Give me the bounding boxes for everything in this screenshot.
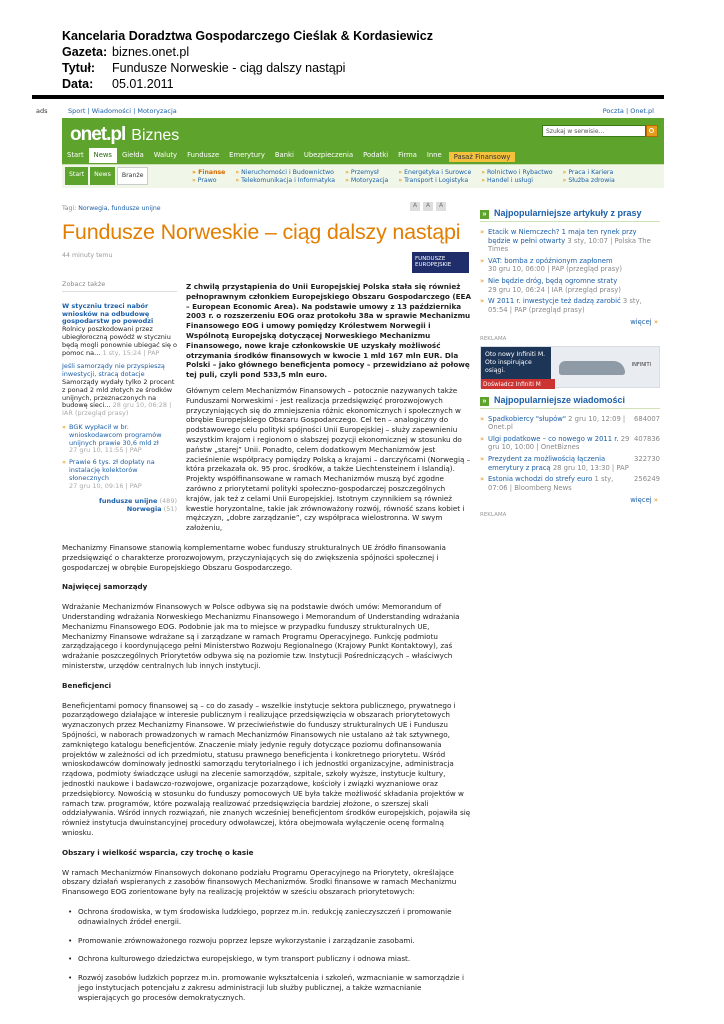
related-sidebar — [62, 281, 177, 514]
tab-pasaz[interactable]: Pasaż Finansowy — [449, 152, 516, 162]
cat-rolnictwo[interactable]: » Rolnictwo i Rybactwo — [481, 169, 552, 176]
data-value: 05.01.2011 — [112, 77, 174, 91]
cat-zdrowie[interactable]: » Służba zdrowia — [563, 177, 615, 184]
news-3-meta: 28 gru 10, 13:30 | PAP — [552, 463, 629, 472]
font-size-small-icon[interactable]: A — [410, 202, 420, 211]
priority-list — [62, 907, 472, 1003]
related-3-meta: 27 gru 10, 11:55 | PAP — [69, 446, 142, 455]
news-2-title[interactable]: Ulgi podatkowe – co nowego w 2011 r. — [488, 434, 619, 443]
press-4-meta: 3 sty, 05:54 | PAP (przegląd prasy) — [488, 297, 642, 314]
tab-news[interactable]: News — [89, 148, 117, 163]
news-1-count: 684007 — [634, 414, 660, 423]
article-paragraph-4: Beneficjentami pomocy finansowej są – co do zasady – wszelkie instytucje sektora publicznego, prywatnego i pozarządowego działające w interesie publicznym i realizujące przedsięwzięcia w obszarach priorytetowych wyznaczonych przez Mechanizmy Finansowe. W przeciwieństwie do funduszy strukturalnych UE i Funduszu Spójności, w naborach prowadzonych w ramach Mechanizmów Finansowych nie ustalano aż tak sztywnego, zamkniętego katalogu beneficjentów. Znaczenie miały jedynie reguły dotyczące poziomu dofinansowania projektów w zależności od ich przedmiotu, statusu prawnego beneficjenta i konkretnego priorytetu. Wśród wnioskodawców dominowały jednostki samorządu terytorialnego i ich jednostki organizacyjne, administracja rządowa, podmioty świadczące usługi na zlecenie samorządów, szpitale, szkoły wyższe, instytucje kultury, jednostki naukowe i badawczo-rozwojowe, organizacje pozarządowe, kościoły i związki wyznaniowe oraz przedsiębiorcy. Nowością w stosunku do funduszy pomocowych UE była także możliwość składania projektów w ramach tzw. programów, które pozwalają realizować przedsięwzięcia bardziej złożone, o szerszej skali oddziaływania. Wśród innych rozwiązań, nie znanych wcześniej beneficjentom środków europejskich, pojawiła się również instytucja dwuinstancyjnej procedury odwoławczej, która obejmowała wyłączenie ocenę formalną wniosku. — [62, 700, 471, 837]
divider-bar — [32, 95, 664, 99]
fundusze-europejskie-logo: FUNDUSZE EUROPEJSKIE — [412, 252, 469, 273]
cat-telekomunikacja[interactable]: » Telekomunikacja i Informatyka — [235, 177, 335, 184]
cat-handel[interactable]: » Handel i usługi — [481, 177, 552, 184]
press-1-meta: 3 sty, 10:07 | Polska The Times — [488, 236, 651, 254]
popular-press-heading: » Najpopularniejsze artykuły z prasy — [480, 209, 660, 222]
news-4-title[interactable]: Estonia wchodzi do strefy euro — [488, 475, 593, 484]
tytul-value: Fundusze Norweskie - ciąg dalszy nastąpi — [112, 61, 346, 75]
list-item: • Promowanie zrównoważonego rozwoju poprzez lepsze wykorzystanie i zarządzanie zasobami. — [62, 936, 472, 946]
gazeta-key: Gazeta: — [62, 45, 108, 59]
font-size-tools — [410, 202, 446, 211]
ad-label: REKLAMA — [480, 511, 507, 518]
popular-news-heading: » Najpopularniejsze wiadomości — [480, 396, 660, 409]
related-2-text: Samorządy wydały tylko 2 procent z ponad 2 mld złotych ze środków unijnych, przeznaczonych na budowę sieci... — [62, 377, 175, 410]
list-item[interactable] — [480, 257, 660, 274]
cat-przemysl[interactable]: » Przemysł — [345, 169, 388, 176]
onet-logo[interactable] — [70, 124, 179, 146]
related-2-meta: 28 gru 10, 06:28 | IAR (przegląd prasy) — [62, 401, 172, 418]
car-image — [559, 361, 625, 375]
tab-fundusze[interactable]: Fundusze — [187, 151, 220, 159]
list-item[interactable] — [62, 459, 177, 490]
section-name: Biznes — [131, 127, 180, 144]
cat-praca[interactable]: » Praca i Kariera — [563, 169, 615, 176]
list-item[interactable] — [480, 435, 660, 452]
tab-emerytury[interactable]: Emerytury — [229, 151, 265, 159]
news-4-count: 256249 — [634, 475, 660, 484]
article-paragraph-5: W ramach Mechanizmów Finansowych dokonano podziału Programu Operacyjnego na Priorytety, określające obszary działań wspieranych z zasobów finansowych Mechanizmów. Środki finansowe w ramach Mechanizmu Finansowego EOG zorientowane były na realizację projektów w sześciu obszarach priorytetowych: — [62, 867, 457, 897]
top-nav — [36, 107, 664, 117]
list-item[interactable] — [480, 475, 660, 492]
list-item: • Ochrona środowiska, w tym środowiska ludzkiego, poprzez m.in. redukcję zanieczyszczeń i promowanie odnawialnych źródeł energii. — [62, 907, 472, 927]
related-1-text: Rolnicy poszkodowani przez ubiegłoroczną powódź w styczniu będą mogli ponownie ubiegać się o pomoc na... — [62, 325, 177, 357]
sub-start[interactable]: Start — [65, 167, 88, 185]
tags-line — [62, 205, 161, 212]
popular-press-box — [480, 209, 660, 327]
related-3-title[interactable]: BGK wypłacił w br. wnioskodawcom programów unijnych prawie 30,6 mld zł — [69, 422, 162, 447]
cat-finanse[interactable]: » Finanse — [192, 169, 225, 176]
related-4-meta: 27 gru 10, 09:16 | PAP — [69, 481, 142, 490]
tab-ubezpieczenia[interactable]: Ubezpieczenia — [303, 151, 354, 159]
related-4-title[interactable]: Prawie 6 tys. zł dopłaty na instalację kolektorów słonecznych — [69, 458, 155, 482]
right-column — [480, 209, 660, 519]
tab-gielda[interactable]: Giełda — [121, 151, 144, 159]
related-heading: Zobacz także — [62, 281, 177, 292]
tab-waluty[interactable]: Waluty — [153, 151, 178, 159]
font-size-medium-icon[interactable]: A — [423, 202, 433, 211]
search-icon — [649, 128, 654, 133]
list-item[interactable] — [480, 228, 660, 254]
firm-name: Kancelaria Doradztwa Gospodarczego Cieślak & Kordasiewicz — [62, 29, 433, 43]
tab-banki[interactable]: Banki — [274, 151, 294, 159]
category-grid — [192, 169, 615, 184]
press-1-title[interactable]: Etacik w Niemczech? 1 maja ten rynek przy będzie w pełni otwarty — [488, 228, 637, 245]
search-input[interactable]: Szukaj w serwisie... — [542, 125, 646, 137]
document-header — [62, 28, 433, 92]
gazeta-value: biznes.onet.pl — [112, 45, 190, 59]
tag-count-2: (51) — [163, 505, 177, 514]
sub-branze[interactable]: Branże — [117, 167, 149, 185]
tab-firma[interactable]: Firma — [398, 151, 417, 159]
tags-links[interactable]: Norwegia, fundusze unijne — [78, 205, 161, 212]
article-paragraph-2: Mechanizmy Finansowe stanowią komplementarne wobec funduszy strukturalnych UE źródło finansowania przedsięwzięć o charakterze prorozwojowym, przyczyniających się do zwiększenia spójności społecznej i gospodarczej w obrębie Europejskiego Obszaru Gospodarczego. — [62, 543, 446, 572]
infiniti-ad[interactable] — [480, 346, 660, 388]
list-item[interactable] — [480, 415, 660, 432]
news-2-count: 407836 — [634, 434, 660, 443]
sub-nav — [62, 164, 664, 188]
ad-line-1: Oto nowy Infiniti M. — [485, 350, 546, 358]
press-3-title[interactable]: Nie będzie dróg, będą ogromne straty — [488, 276, 618, 285]
article-lead: Z chwilą przystąpienia do Unii Europejskiej Polska stała się również pełnoprawnym członkiem Europejskiego Obszaru Gospodarczego (EEA – European Economic Area). Na podstawie umowy z 13 października 2003 r. o rozszerzeniu EOG oraz protokołu 38a w sprawie Mechanizmu Finansowego EOG i umowy pomiędzy Królestwem Norwegii i Wspólnotą Europejską dotyczącej Norweskiego Mechanizmu Finansowego, nowe kraje członkowskie UE uzyskały możliwość otrzymania środków finansowych w kwocie 1 mld 167 mln EUR. Dla Polski – jako głównego beneficjenta pomocy – przewidziano aż połowę tej puli, czyli pond 533,5 mln euro. — [186, 282, 472, 380]
article-body — [62, 543, 472, 1011]
tab-start[interactable]: Start — [67, 151, 84, 159]
article-paragraph-3: Wdrażanie Mechanizmów Finansowych w Polsce odbywa się na podstawie dwóch umów: Memorandum of Understanding wdrażania Norweskiego Mechanizmu Finansowego i Memorandum of Understanding wdrażania Mechanizmu Finansowego EOG. Podobnie jak ma to miejsce w przypadku funduszy strukturalnych UE, Mechanizmy Finansowe wdrażane są i zarządzane w ramach Programu Operacyjnego. Funkcję podmiotu zarządzającego i koordynującego pełni Ministerstwo Rozwoju Regionalnego (Krajowy Punkt Kontaktowy), zaś wdrażanie poszczególnych Priorytetów odbywa się na poziomie tzw. Instytucji Pośredniczących – właściwych ministerstw, urzędów centralnych lub innych instytucji. — [62, 602, 460, 670]
ad-line-2: Oto inspirujące osiągi. — [485, 358, 532, 374]
search-button[interactable] — [646, 125, 658, 137]
ad-label: REKLAMA — [480, 335, 507, 342]
article-paragraph-1: Głównym celem Mechanizmów Finansowych – potocznie nazywanych także Funduszami Norweskimi - jest realizacja przedsięwzięć prorozwojowych przyczyniających się do zmniejszenia różnic ekonomicznych i społecznych w obrębie Europejskiego Obszaru Gospodarczego. Cel ten – analogiczny do podstawowego celu polityki spójności Unii Europejskiej – służy zapewnieniu wszystkim krajom i regionom o słabszej pozycji ekonomicznej w stosunku do państw „starej” Unii. Ponadto, celem dodatkowym Mechanizmów jest zacieśnienie współpracy pomiędzy Polską a krajami – darczyńcami (Norwegią – która przekazała ok. 95 proc. środków, a także Liechtensteinem i Islandią). Projekty współfinansowane w ramach Mechanizmów muszą być zgodne zarówno z priorytetami polityki społeczno-gospodarczej poszczególnych krajów, jak też z celami Unii Europejskiej. Istotnym czynnikiem są również kwestie horyzontalne, takie jak zrównoważony rozwój, równość szans kobiet i mężczyzn, „dobre zarządzanie”, czy współpraca wielostronna. W swym założeniu, — [186, 386, 471, 533]
top-nav-right[interactable]: Poczta | Onet.pl — [602, 107, 654, 115]
list-item[interactable] — [62, 424, 177, 455]
news-3-title[interactable]: Prezydent za możliwością łączenia emerytury z pracą — [488, 454, 606, 472]
font-size-large-icon[interactable]: A — [436, 202, 446, 211]
more-link[interactable]: więcej » — [482, 496, 658, 505]
list-item: • Rozwój zasobów ludzkich poprzez m.in. promowanie wykształcenia i szkoleń, wzmacnianie w samorządzie i jego instytucjach potencjału z zakresu administracji lub służby publicznej, a także wzmacnianie wspierających go procesów demokratycznych. — [62, 973, 472, 1002]
tytul-key: Tytuł: — [62, 61, 96, 75]
cat-transport[interactable]: » Transport i Logistyka — [398, 177, 471, 184]
top-nav-links[interactable]: Sport | Wiadomości | Motoryzacja — [68, 107, 177, 115]
ad-cta[interactable]: Doświadcz Infiniti M — [481, 379, 555, 389]
related-2-title[interactable]: Jeśli samorządy nie przyspieszą inwestycji, stracą dotacje — [62, 362, 165, 379]
press-2-meta: 30 gru 10, 06:00 | PAP (przegląd prasy) — [488, 265, 622, 274]
heading-obszary: Obszary i wielkość wsparcia, czy trochę o kasie — [62, 847, 254, 857]
sub-news[interactable]: News — [90, 167, 115, 185]
press-4-title[interactable]: W 2011 r. inwestycje też dadzą zarobić — [488, 297, 621, 306]
related-1-title[interactable]: W styczniu trzeci nabór wniosków na odbudowę gospodarstw po powodzi — [62, 301, 154, 326]
news-4-meta: 1 sty, 07:06 | Bloomberg News — [488, 475, 614, 492]
cat-nieruchomosci[interactable]: » Nieruchomości i Budownictwo — [235, 169, 335, 176]
tag-count-1: (489) — [159, 497, 177, 506]
more-link[interactable]: więcej » — [482, 318, 658, 327]
cat-prawo[interactable]: » Prawo — [192, 177, 225, 184]
tag-norwegia[interactable]: Norwegia — [126, 505, 162, 514]
tab-inne[interactable]: Inne — [426, 151, 442, 159]
news-3-count: 322730 — [634, 454, 660, 463]
cat-motoryzacja[interactable]: » Motoryzacja — [345, 177, 388, 184]
logo-text: onet.pl — [70, 124, 126, 145]
press-2-title[interactable]: VAT: bomba z opóźnionym zapłonem — [488, 256, 613, 265]
tags-label: Tagi: — [62, 205, 77, 212]
popular-news-box — [480, 396, 660, 505]
ads-label: ads — [36, 107, 48, 115]
related-1-meta: 1 sty, 15:24 | PAP — [102, 348, 160, 357]
heading-beneficjenci: Beneficjenci — [62, 680, 112, 690]
list-item[interactable] — [480, 277, 660, 294]
news-1-title[interactable]: Spadkobiercy "słupów" — [488, 414, 566, 423]
press-3-meta: 29 gru 10, 06:24 | IAR (przegląd prasy) — [488, 285, 621, 294]
infiniti-logo: INFINITI — [631, 361, 651, 368]
onet-header — [62, 118, 664, 188]
data-key: Data: — [62, 77, 94, 91]
list-item: • Ochrona kulturowego dziedzictwa europejskiego, w tym transport publiczny i odnowa miast. — [62, 954, 472, 964]
list-item[interactable] — [480, 297, 660, 314]
news-2-meta: 29 gru 10, 10:00 | OnetBiznes — [488, 434, 630, 452]
news-1-meta: 2 gru 10, 12:09 | Onet.pl — [488, 414, 626, 432]
tag-fundusze-unijne[interactable]: fundusze unijne — [99, 497, 158, 506]
cat-energetyka[interactable]: » Energetyka i Surowce — [398, 169, 471, 176]
tab-podatki[interactable]: Podatki — [363, 151, 389, 159]
heading-samorzady: Najwięcej samorządy — [62, 582, 148, 592]
article-time: 44 minuty temu — [62, 252, 113, 259]
list-item[interactable] — [480, 455, 660, 472]
main-tabs — [62, 148, 515, 163]
article-title: Fundusze Norweskie – ciąg dalszy nastąpi — [62, 220, 461, 244]
